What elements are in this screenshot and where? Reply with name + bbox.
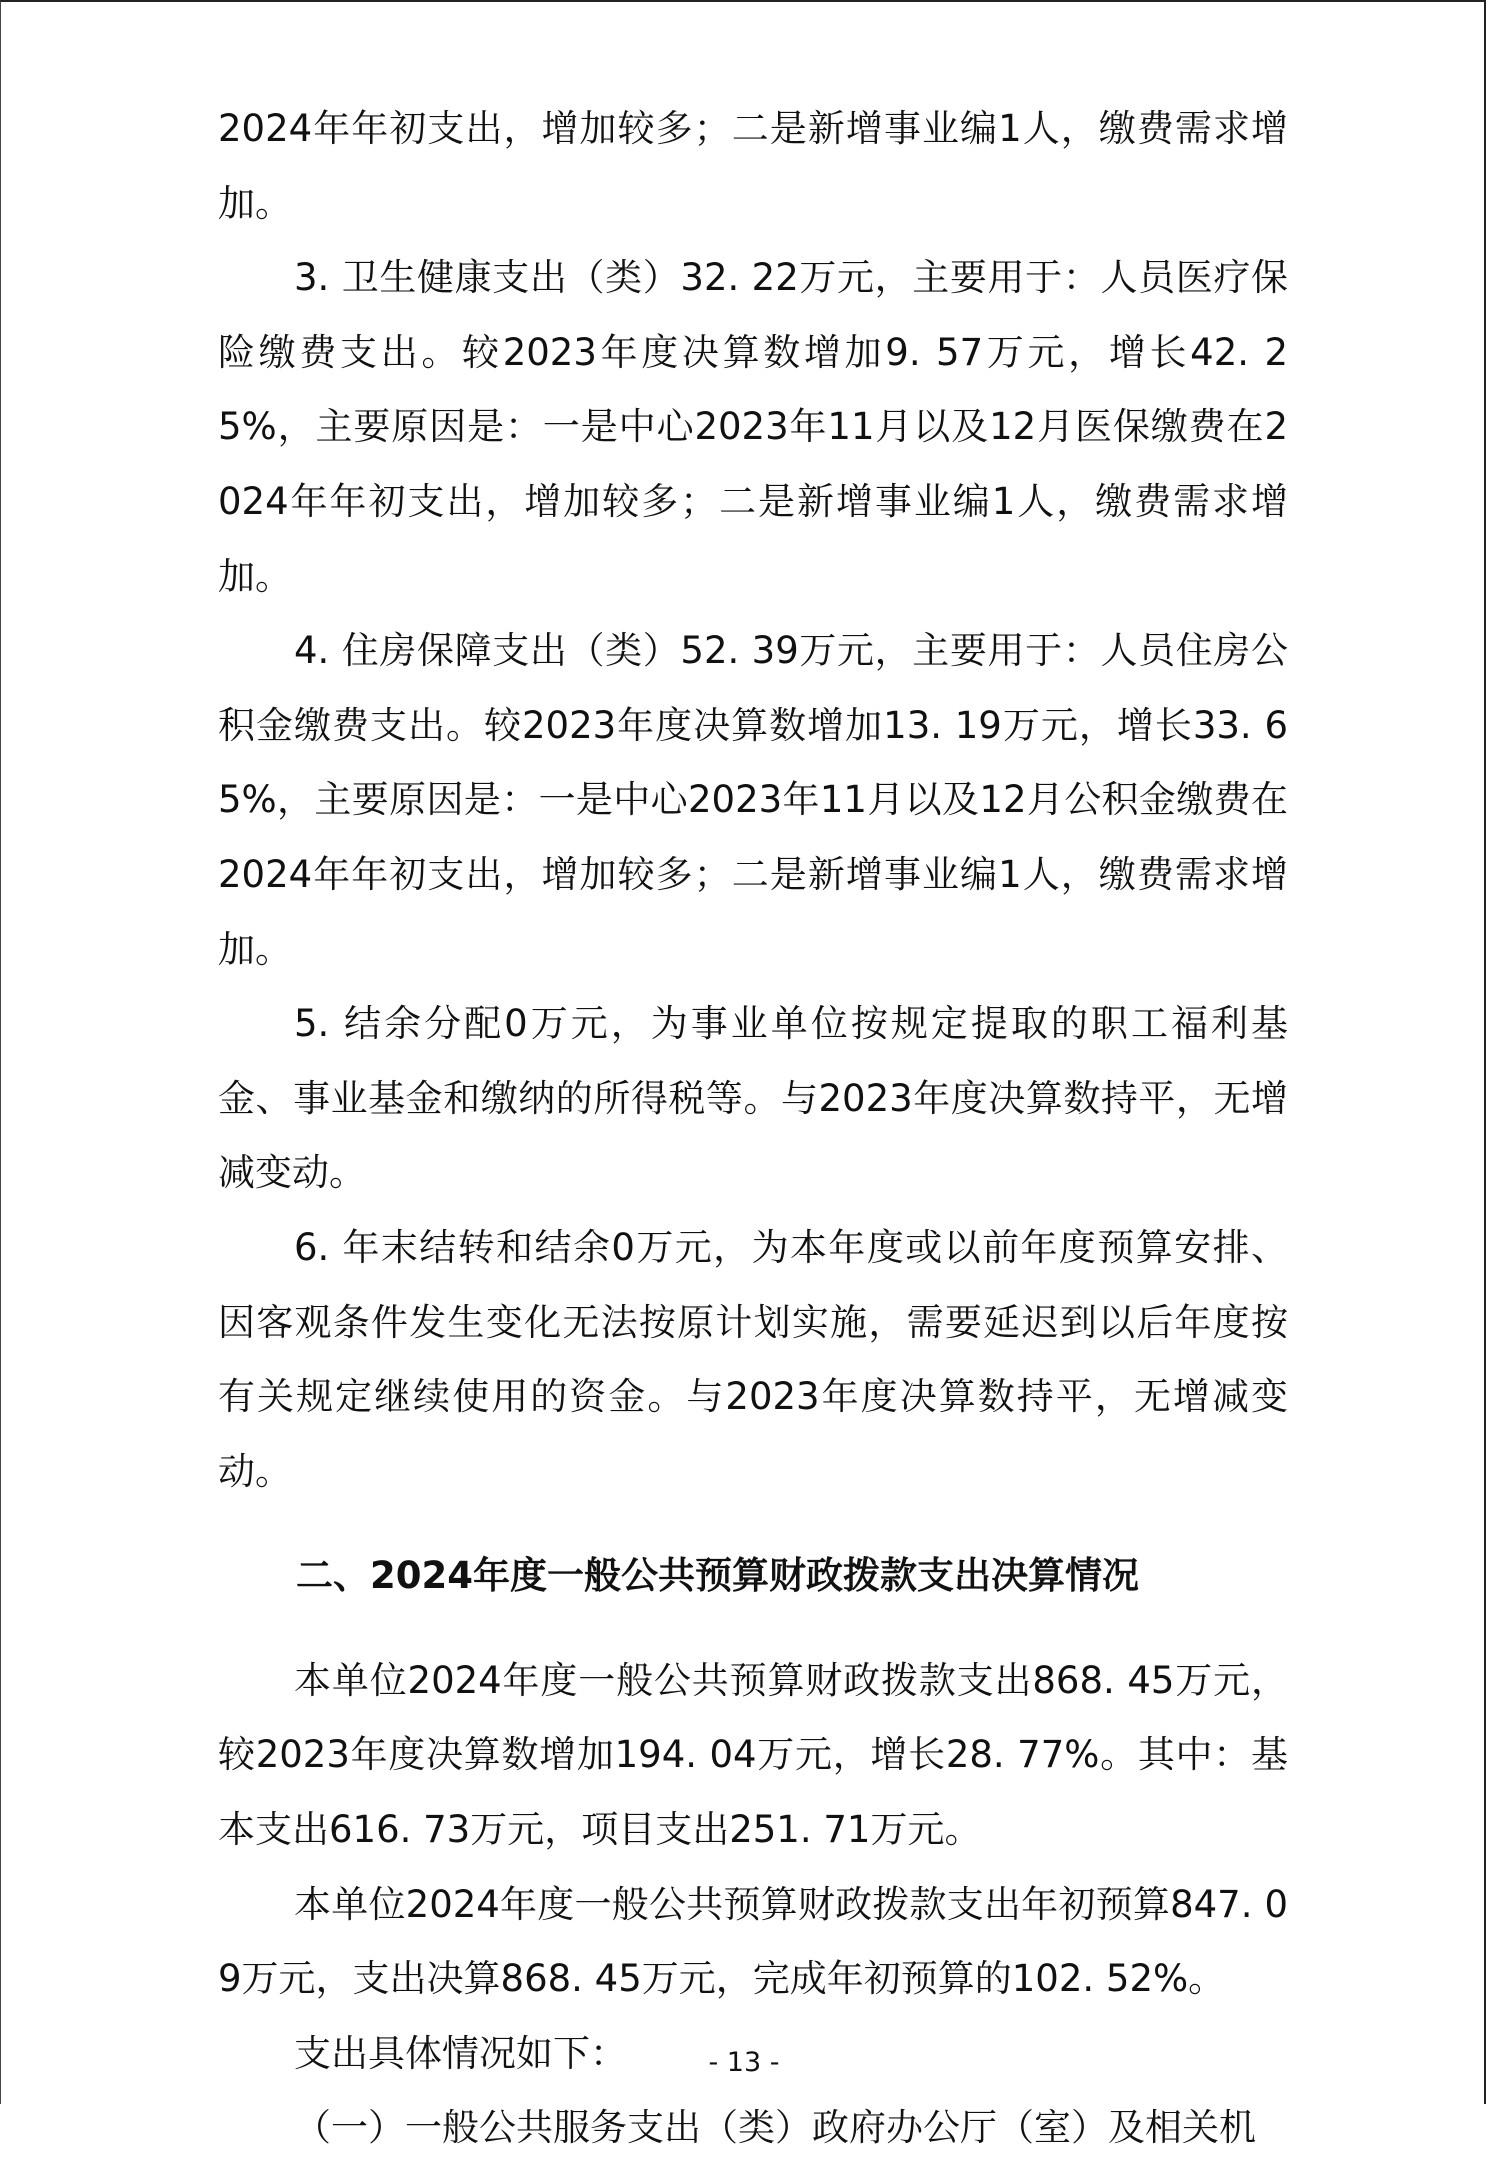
paragraph-health-expenditure: 3. 卫生健康支出（类）32. 22万元，主要用于：人员医疗保险缴费支出。较2023年度决算数增加9. 57万元，增长42. 25%，主要原因是：一是中心2023年11月以及12月医保缴费在2024年年初支出，增加较多；二是新增事业编1人，缴费需求增加。 [218,256,1288,598]
page-number: - 13 - [708,2047,780,2078]
paragraph-year-end-carryover: 6. 年末结转和结余0万元，为本年度或以前年度预算安排、因客观条件发生变化无法按原计划实施，需要延迟到以后年度按有关规定继续使用的资金。与2023年度决算数持平，无增减变动。 [218,1225,1288,1493]
paragraph-housing-expenditure: 4. 住房保障支出（类）52. 39万元，主要用于：人员住房公积金缴费支出。较2023年度决算数增加13. 19万元，增长33. 65%，主要原因是：一是中心2023年11月以及12月公积金缴费在2024年年初支出，增加较多；二是新增事业编1人，缴费需求增加。 [218,629,1288,971]
paragraph-general-public-services: （一）一般公共服务支出（类）政府办公厅（室）及相关机 [294,2106,1256,2150]
paragraph-detail-intro: 支出具体情况如下： [294,2031,627,2075]
section-heading: 二、2024年度一般公共预算财政拨款支出决算情况 [296,1554,1139,1598]
paragraph-total-expenditure: 本单位2024年度一般公共预算财政拨款支出868. 45万元，较2023年度决算数增加194. 04万元，增长28. 77%。其中：基本支出616. 73万元，项目支出251. 71万元。 [218,1658,1288,1852]
paragraph-surplus-distribution: 5. 结余分配0万元，为事业单位按规定提取的职工福利基金、事业基金和缴纳的所得税等。与2023年度决算数持平，无增减变动。 [218,1002,1288,1195]
document-body [218,92,1288,2166]
paragraph-budget-completion: 本单位2024年度一般公共预算财政拨款支出年初预算847. 09万元，支出决算868. 45万元，完成年初预算的102. 52%。 [218,1882,1288,2001]
paragraph-continuation: 2024年年初支出，增加较多；二是新增事业编1人，缴费需求增加。 [218,107,1288,225]
